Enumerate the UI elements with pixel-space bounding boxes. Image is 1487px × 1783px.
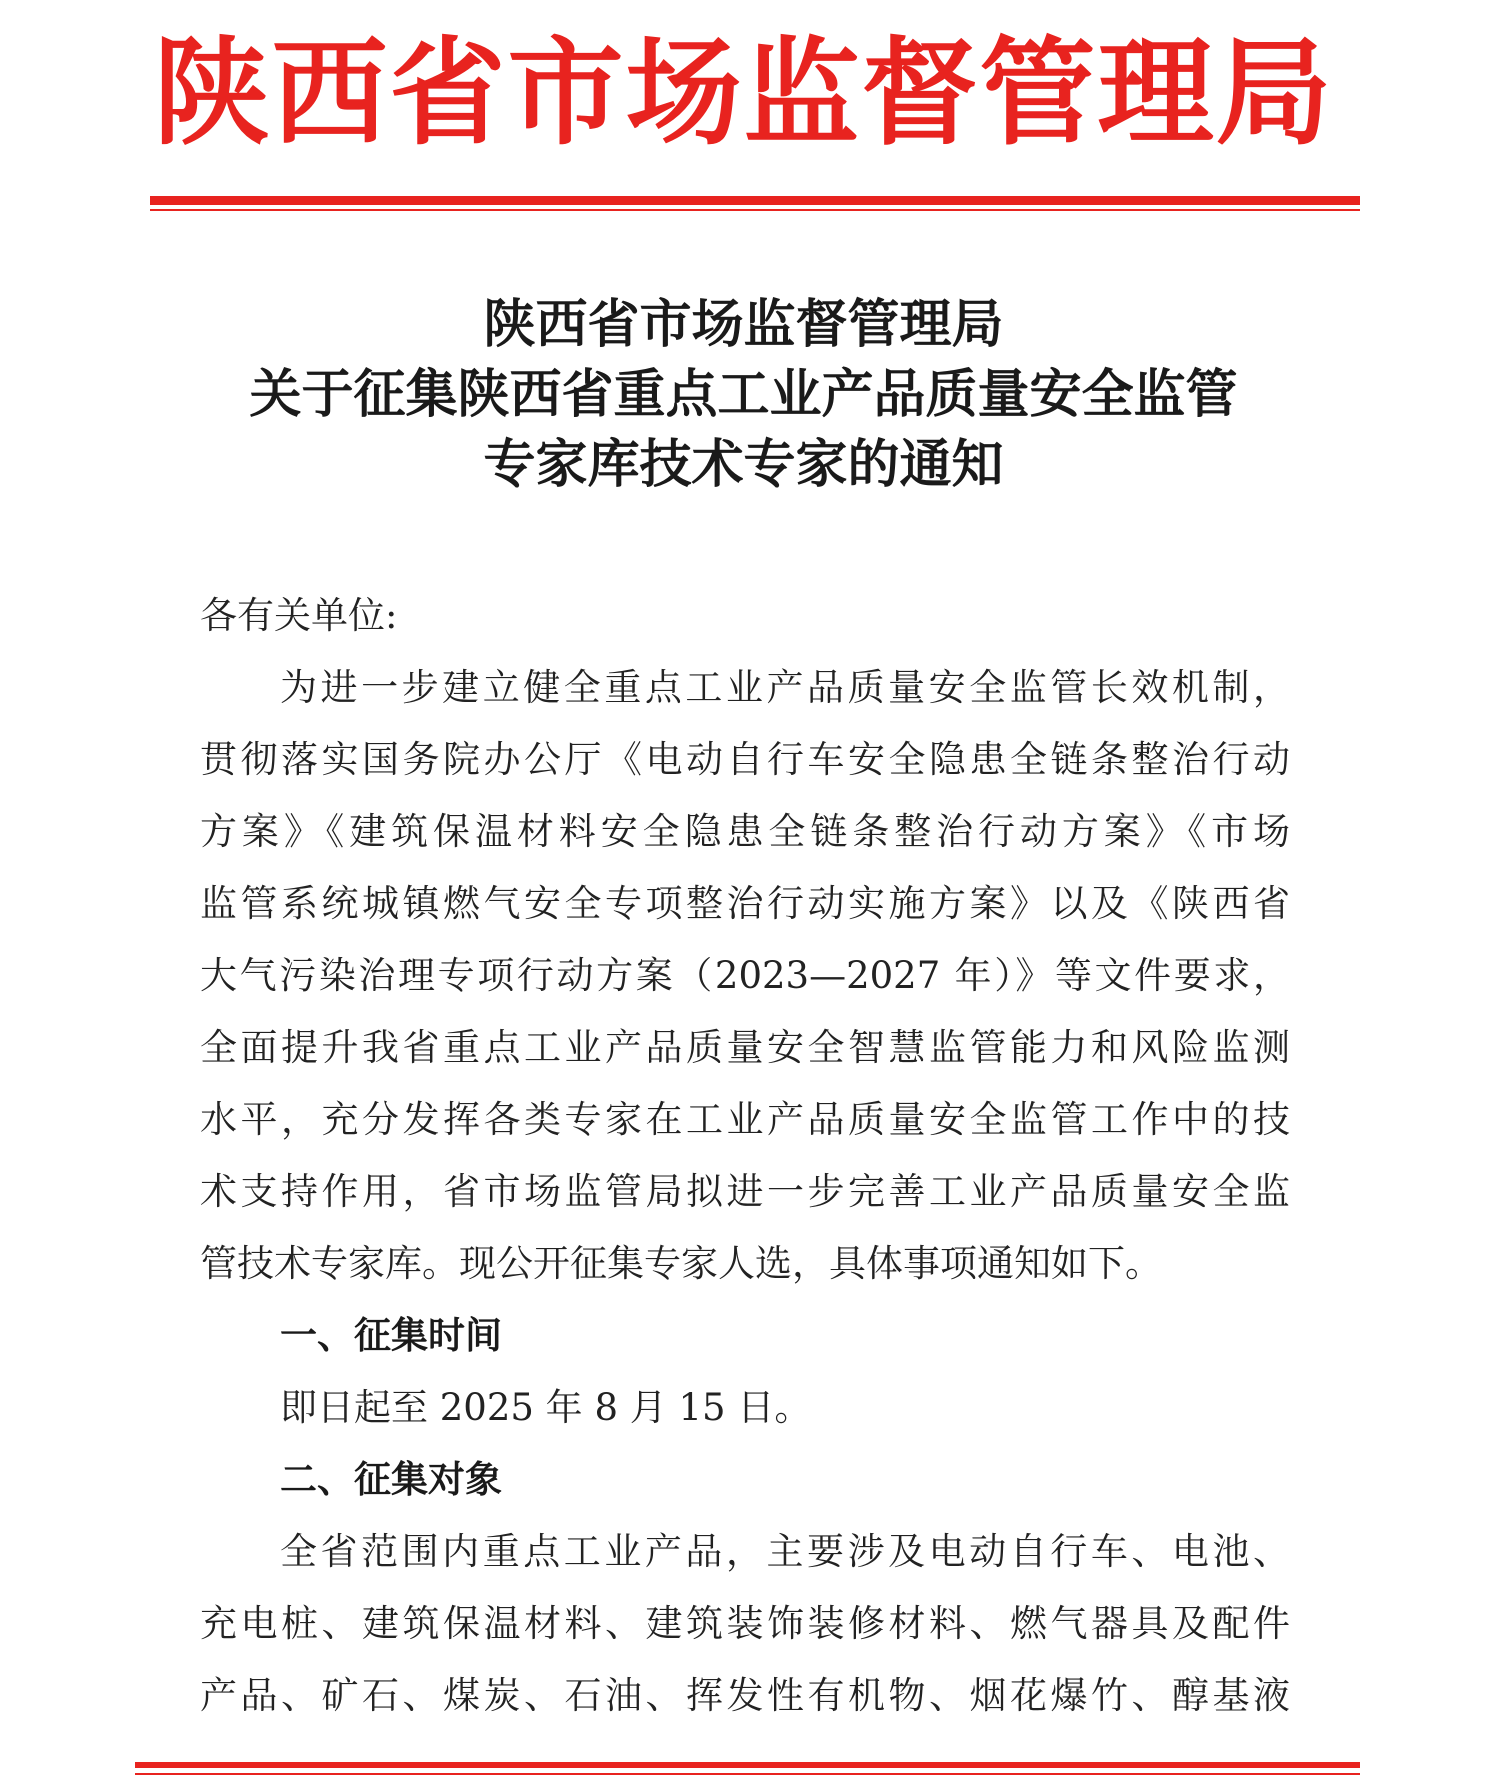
- paragraph-line: 水平，充分发挥各类专家在工业产品质量安全监管工作中的技: [200, 1098, 1290, 1141]
- document-body: [200, 580, 1290, 1732]
- masthead-org-name: 陕西省市场监督管理局: [153, 25, 1334, 161]
- paragraph-line: 术支持作用，省市场监管局拟进一步完善工业产品质量安全监: [200, 1170, 1290, 1213]
- footer-divider: [135, 1762, 1360, 1768]
- paragraph-line: 为进一步建立健全重点工业产品质量安全监管长效机制，: [280, 666, 1290, 709]
- paragraph-line: 方案》《建筑保温材料安全隐患全链条整治行动方案》《市场: [200, 810, 1290, 853]
- paragraph-line: 产品、矿石、煤炭、石油、挥发性有机物、烟花爆竹、醇基液: [200, 1674, 1290, 1717]
- section-heading-collection-time: 一、征集时间: [280, 1314, 502, 1357]
- salutation: 各有关单位:: [200, 594, 398, 637]
- paragraph-line: 监管系统城镇燃气安全专项整治行动实施方案》以及《陕西省: [200, 882, 1290, 925]
- section-heading-collection-target: 二、征集对象: [280, 1458, 502, 1501]
- title-line-3: 专家库技术专家的通知: [483, 434, 1004, 495]
- title-line-1: 陕西省市场监督管理局: [483, 294, 1004, 355]
- collection-time-text: 即日起至 2025 年 8 月 15 日。: [280, 1386, 812, 1429]
- paragraph-line: 全省范围内重点工业产品，主要涉及电动自行车、电池、: [280, 1530, 1290, 1573]
- document-title: [0, 290, 1487, 500]
- paragraph-line: 贯彻落实国务院办公厅《电动自行车安全隐患全链条整治行动: [200, 738, 1290, 781]
- masthead-divider: [150, 196, 1360, 205]
- title-line-2: 关于征集陕西省重点工业产品质量安全监管: [249, 364, 1238, 425]
- paragraph-line: 全面提升我省重点工业产品质量安全智慧监管能力和风险监测: [200, 1026, 1290, 1069]
- paragraph-line: 大气污染治理专项行动方案（2023—2027 年）》等文件要求，: [200, 954, 1290, 997]
- paragraph-line: 充电桩、建筑保温材料、建筑装饰装修材料、燃气器具及配件: [200, 1602, 1290, 1645]
- paragraph-line: 管技术专家库。现公开征集专家人选，具体事项通知如下。: [200, 1242, 1162, 1285]
